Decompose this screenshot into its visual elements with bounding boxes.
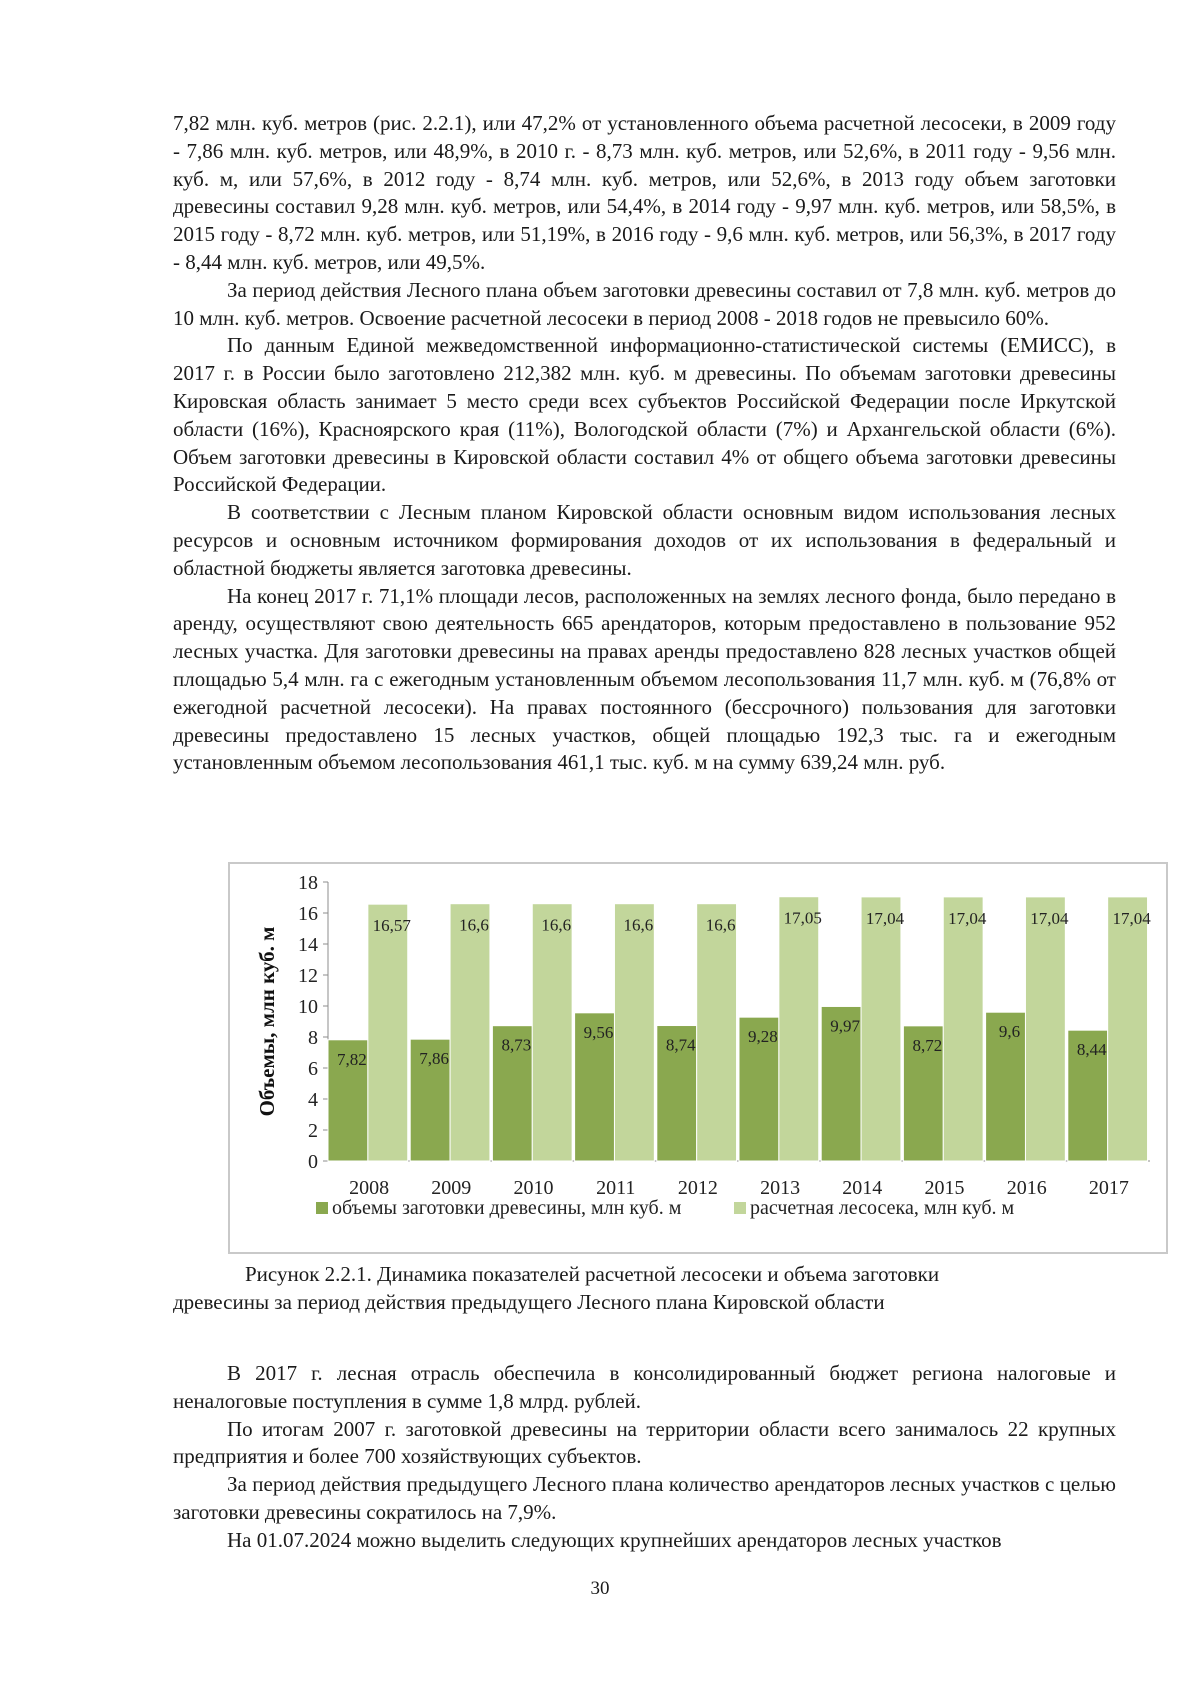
y-tick-label: 16: [298, 903, 318, 925]
data-label: 17,04: [1030, 908, 1069, 928]
body-text-top: [173, 110, 1116, 777]
data-label: 9,97: [830, 1016, 861, 1036]
y-tick-label: 2: [308, 1120, 318, 1142]
legend-swatch: [734, 1202, 746, 1214]
data-label: 8,74: [665, 1035, 696, 1055]
x-tick-label: 2012: [677, 1177, 718, 1199]
figure-chart: [228, 862, 1168, 1254]
paragraph: За период действия предыдущего Лесного плана количество арендаторов лесных участков с целью заготовки древесины сократилось на 7,9%.: [173, 1472, 1116, 1524]
data-label: 9,28: [748, 1027, 778, 1047]
x-tick-label: 2010: [513, 1177, 554, 1199]
paragraph: На конец 2017 г. 71,1% площади лесов, расположенных на землях лесного фонда, было передано в аренду, осуществляют свою деятельность 665 арендаторов, которым предоставлено в пользование 952 лесных участка. Для заготовки древесины на правах аренды предоставлено 828 лесных участков общей площадью 5,4 млн. га с ежегодным установленным объемом лесопользования 11,7 млн. куб. м (76,8% от ежегодной расчетной лесосеки). На правах постоянного (бессрочного) пользования для заготовки древесины предоставлено 15 лесных участков, общей площадью 192,3 тыс. га и ежегодным установленным объемом лесопользования 461,1 тыс. куб. м на сумму 639,24 млн. руб.: [173, 583, 1116, 775]
paragraph: 7,82 млн. куб. метров (рис. 2.2.1), или 47,2% от установленного объема расчетной лесосеки, в 2009 году - 7,86 млн. куб. метров, или 48,9%, в 2010 г. - 8,73 млн. куб. метров, или 52,6%, в 2011 году - 9,56 млн. куб. м, или 57,6%, в 2012 году - 8,74 млн. куб. метров, или 52,6%, в 2013 году объем заготовки древесины составил 9,28 млн. куб. метров, или 54,4%, в 2014 году - 9,97 млн. куб. метров, или 58,5%, в 2015 году - 8,72 млн. куб. метров, или 51,19%, в 2016 году - 9,6 млн. куб. метров, или 56,3%, в 2017 году - 8,44 млн. куб. метров, или 49,5%.: [173, 111, 1116, 274]
data-label: 17,04: [948, 908, 987, 928]
data-label: 7,86: [419, 1049, 450, 1069]
bar-allowable-cut-2012: [697, 904, 737, 1161]
x-tick-label: 2008: [349, 1177, 390, 1199]
y-tick-label: 6: [308, 1058, 318, 1080]
data-label: 16,6: [541, 915, 572, 935]
data-label: 8,44: [1076, 1040, 1107, 1060]
bar-allowable-cut-2013: [779, 897, 819, 1161]
y-tick-label: 12: [298, 965, 318, 987]
data-label: 17,05: [783, 908, 822, 928]
data-label: 16,6: [459, 915, 489, 935]
data-label: 16,57: [372, 916, 411, 936]
legend-label: расчетная лесосека, млн куб. м: [750, 1197, 1015, 1219]
x-tick-label: 2011: [596, 1177, 636, 1199]
bar-allowable-cut-2011: [614, 904, 654, 1161]
data-label: 16,6: [623, 915, 654, 935]
bar-allowable-cut-2014: [861, 897, 901, 1161]
data-label: 9,56: [583, 1022, 614, 1042]
paragraph: В соответствии с Лесным планом Кировской области основным видом использования лесных ресурсов и основным источником формирования доходов от их использования в федеральный и областной бюджеты является заготовка древесины.: [173, 500, 1116, 580]
y-tick-label: 10: [298, 996, 318, 1018]
paragraph: На 01.07.2024 можно выделить следующих крупнейших арендаторов лесных участков: [227, 1527, 1002, 1552]
x-tick-label: 2013: [760, 1177, 801, 1199]
data-label: 9,6: [998, 1022, 1021, 1042]
caption-line: древесины за период действия предыдущего Лесного плана Кировской области: [173, 1290, 885, 1314]
bar-allowable-cut-2010: [532, 904, 572, 1161]
y-tick-label: 8: [308, 1027, 318, 1049]
x-tick-label: 2015: [924, 1177, 965, 1199]
y-axis-title: Объемы, млн куб. м: [255, 926, 279, 1117]
caption-line: Рисунок 2.2.1. Динамика показателей расчетной лесосеки и объема заготовки: [245, 1262, 940, 1286]
body-text-bottom: [173, 1360, 1116, 1555]
data-label: 17,04: [865, 908, 905, 928]
y-tick-label: 4: [308, 1089, 318, 1111]
x-tick-label: 2014: [842, 1177, 883, 1199]
data-label: 8,72: [912, 1035, 943, 1055]
legend-swatch: [316, 1202, 328, 1214]
bar-allowable-cut-2009: [450, 904, 490, 1161]
y-tick-label: 14: [298, 934, 318, 956]
legend-label: объемы заготовки древесины, млн куб. м: [332, 1197, 682, 1219]
bar-allowable-cut-2008: [368, 904, 408, 1161]
paragraph: В 2017 г. лесная отрасль обеспечила в консолидированный бюджет региона налоговые и неналоговые поступления в сумме 1,8 млрд. рублей.: [173, 1361, 1116, 1413]
bar-allowable-cut-2015: [943, 897, 983, 1161]
data-label: 16,6: [705, 915, 736, 935]
page-number: 30: [590, 1578, 610, 1599]
paragraph: По данным Единой межведомственной информационно-статистической системы (ЕМИСС), в 2017 г. в России было заготовлено 212,382 млн. куб. м древесины. По объемам заготовки древесины Кировская область занимает 5 место среди всех субъектов Российской Федерации после Иркутской области (16%), Красноярского края (11%), Вологодской области (7%) и Архангельской области (6%). Объем заготовки древесины в Кировской области составил 4% от общего объема заготовки древесины Российской Федерации.: [173, 333, 1116, 497]
data-label: 7,82: [337, 1049, 367, 1069]
bar-chart: [230, 864, 1166, 1252]
paragraph: За период действия Лесного плана объем заготовки древесины составил от 7,8 млн. куб. метров до 10 млн. куб. метров. Освоение расчетной лесосеки в период 2008 - 2018 годов не превысило 60%.: [173, 277, 1116, 330]
figure-caption: [173, 1260, 1116, 1316]
x-tick-label: 2009: [431, 1177, 472, 1199]
y-tick-label: 18: [298, 872, 318, 894]
x-tick-label: 2017: [1088, 1177, 1129, 1199]
y-tick-label: 0: [308, 1151, 318, 1173]
x-tick-label: 2016: [1006, 1177, 1047, 1199]
bar-allowable-cut-2016: [1025, 897, 1065, 1161]
data-label: 17,04: [1112, 908, 1151, 928]
data-label: 8,73: [501, 1035, 532, 1055]
paragraph: По итогам 2007 г. заготовкой древесины на территории области всего занималось 22 крупных предприятия и более 700 хозяйствующих субъектов.: [173, 1416, 1116, 1469]
bar-allowable-cut-2017: [1108, 897, 1148, 1161]
